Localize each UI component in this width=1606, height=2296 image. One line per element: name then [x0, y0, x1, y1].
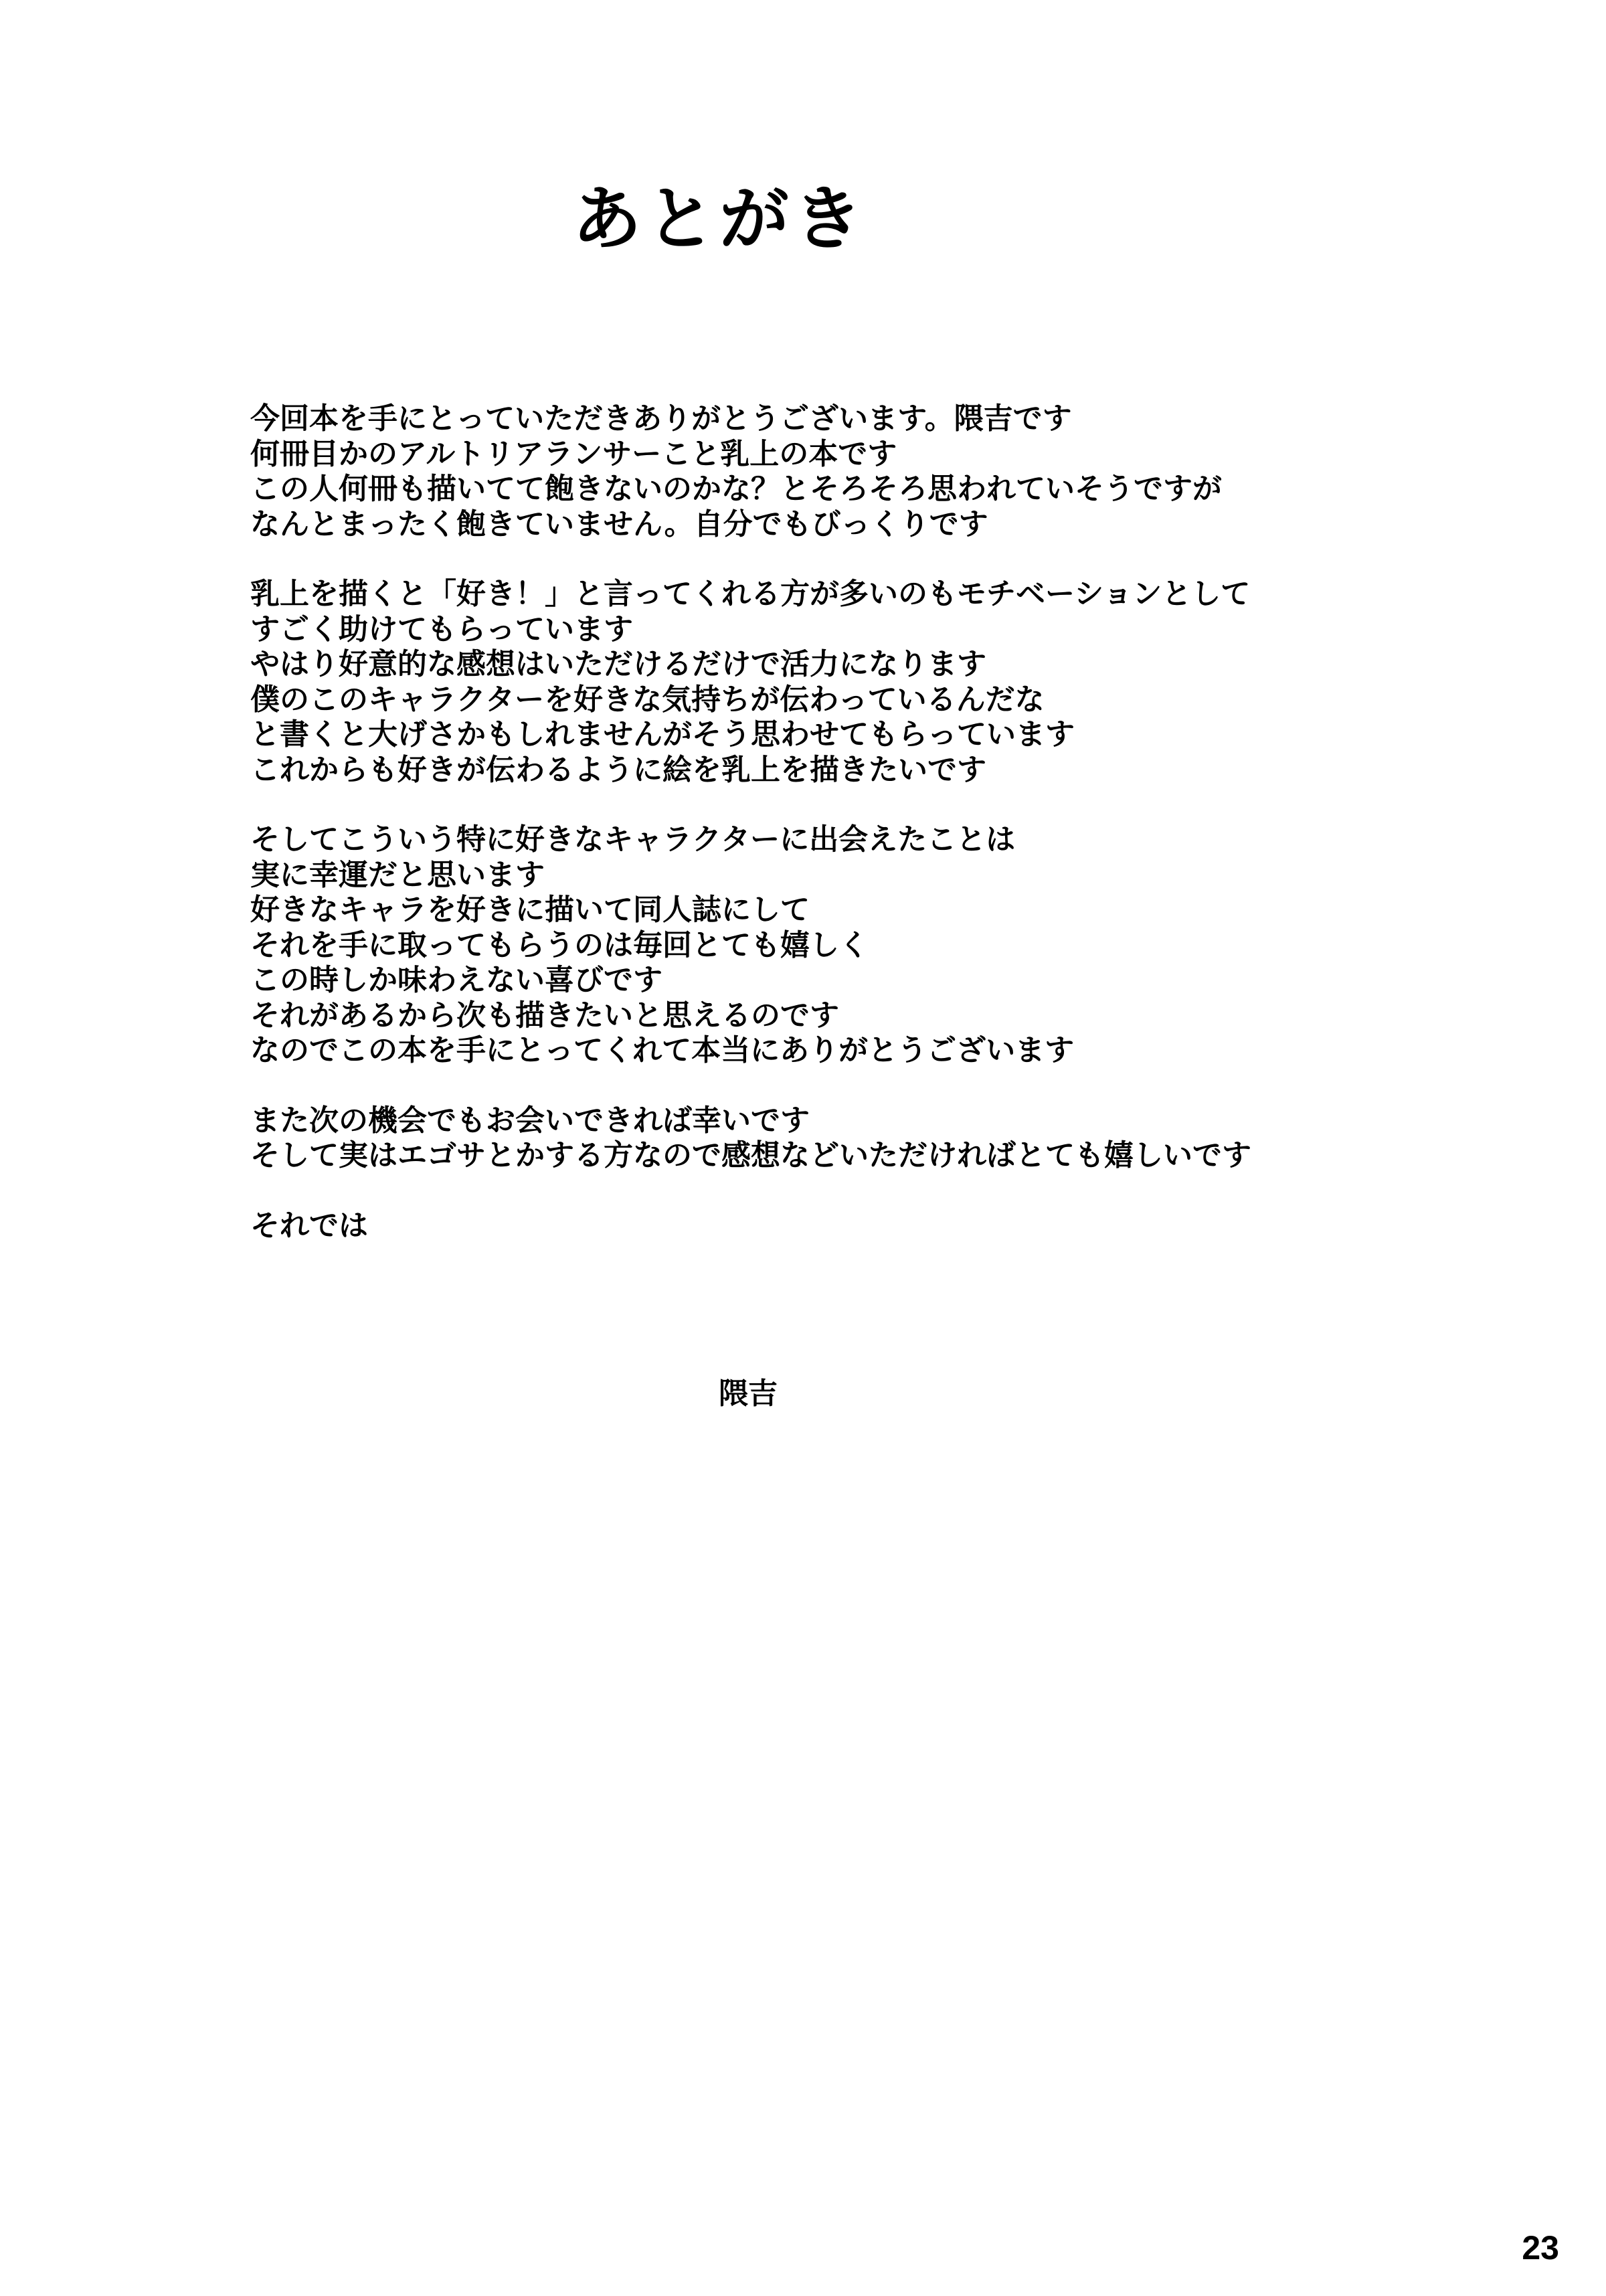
text-line: そしてこういう特に好きなキャラクターに出会えたことは [250, 822, 1016, 857]
page-number: 23 [1522, 2229, 1559, 2267]
text-line: と書くと大げさかもしれませんがそう思わせてもらっています [250, 717, 1075, 752]
text-line: そして実はエゴサとかする方なので感想などいただければとても嬉しいです [250, 1138, 1251, 1172]
text-line: 何冊目かのアルトリアランサーこと乳上の本です [250, 436, 897, 471]
text-line: 好きなキャラを好きに描いて同人誌にして [250, 893, 810, 927]
text-line: また次の機会でもお会いできれば幸いです [250, 1103, 810, 1138]
text-line: これからも好きが伝わるように絵を乳上を描きたいです [250, 752, 986, 787]
paragraph-3 [250, 822, 1522, 1069]
text-line: この時しか味わえない喜びです [250, 963, 662, 997]
page-title: あとがき [571, 177, 867, 260]
text-line: この人何冊も描いてて飽きないのかな？とそろそろ思われていそうですが [250, 472, 1222, 506]
paragraph-4 [250, 1103, 1522, 1174]
paragraph-2 [250, 577, 1522, 788]
paragraph-5 [250, 1209, 1522, 1244]
text-line: 今回本を手にとっていただきありがとうございます。隈吉です [250, 402, 1072, 436]
text-line: それでは [250, 1208, 368, 1243]
text-line: なんとまったく飽きていません。自分でもびっくりです [250, 507, 988, 541]
text-line: なのでこの本を手にとってくれて本当にありがとうございます [250, 1033, 1075, 1067]
text-line: 僕のこのキャラクターを好きな気持ちが伝わっているんだな [250, 682, 1045, 717]
text-line: それがあるから次も描きたいと思えるのです [250, 998, 839, 1033]
author-signature: 隈吉 [719, 1377, 778, 1411]
text-line: それを手に取ってもらうのは毎回とても嬉しく [250, 928, 869, 962]
text-line: 乳上を描くと「好き！」と言ってくれる方が多いのもモチベーションとして [250, 577, 1251, 611]
text-line: やはり好意的な感想はいただけるだけで活力になります [250, 647, 986, 681]
afterword-body [250, 402, 1522, 1278]
paragraph-1 [250, 402, 1522, 542]
text-line: 実に幸運だと思います [250, 857, 545, 892]
text-line: すごく助けてもらっています [250, 612, 633, 646]
